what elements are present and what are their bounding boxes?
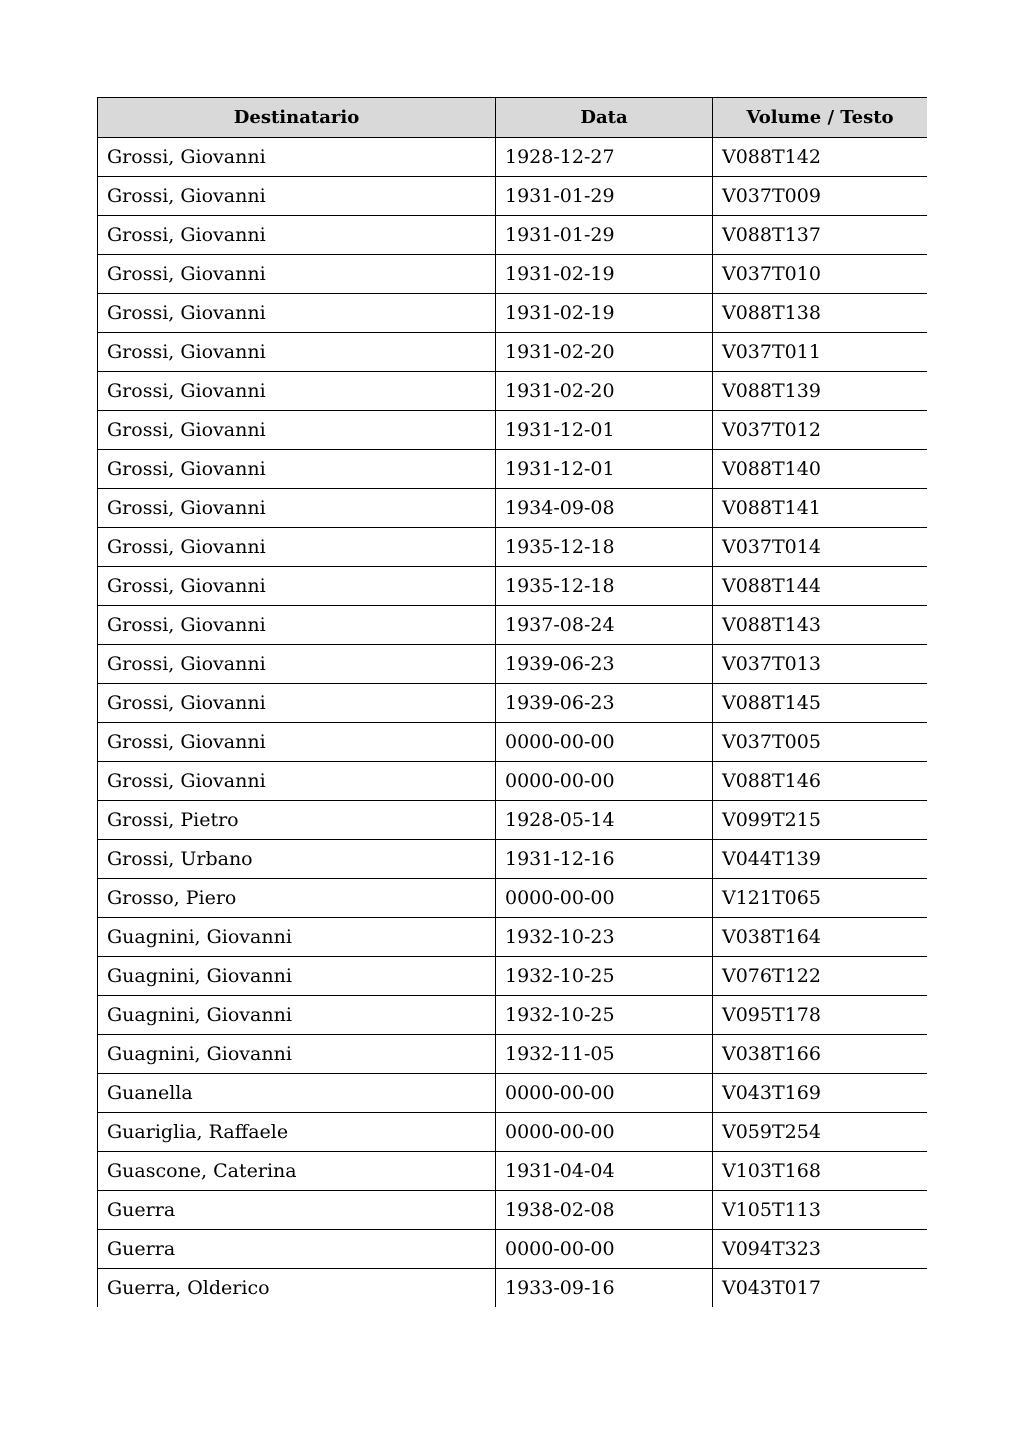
recipient-cell: Guanella bbox=[98, 1074, 496, 1113]
volume-text-cell: V088T144 bbox=[713, 567, 928, 606]
volume-text-cell: V088T145 bbox=[713, 684, 928, 723]
volume-text-cell: V037T005 bbox=[713, 723, 928, 762]
header-volume-testo: Volume / Testo bbox=[713, 98, 928, 138]
volume-text-cell: V059T254 bbox=[713, 1113, 928, 1152]
recipient-cell: Grossi, Giovanni bbox=[98, 372, 496, 411]
volume-text-cell: V105T113 bbox=[713, 1191, 928, 1230]
recipient-cell: Grossi, Giovanni bbox=[98, 684, 496, 723]
volume-text-cell: V037T009 bbox=[713, 177, 928, 216]
recipient-cell: Guerra bbox=[98, 1230, 496, 1269]
table-row bbox=[98, 528, 928, 567]
recipient-cell: Grossi, Giovanni bbox=[98, 333, 496, 372]
date-cell: 1935-12-18 bbox=[496, 567, 713, 606]
date-cell: 1931-12-01 bbox=[496, 450, 713, 489]
volume-text-cell: V088T137 bbox=[713, 216, 928, 255]
recipient-cell: Guagnini, Giovanni bbox=[98, 957, 496, 996]
date-cell: 1931-02-20 bbox=[496, 333, 713, 372]
recipient-cell: Grossi, Giovanni bbox=[98, 138, 496, 177]
date-cell: 1928-05-14 bbox=[496, 801, 713, 840]
date-cell: 1931-04-04 bbox=[496, 1152, 713, 1191]
table-row bbox=[98, 1191, 928, 1230]
volume-text-cell: V088T141 bbox=[713, 489, 928, 528]
volume-text-cell: V088T143 bbox=[713, 606, 928, 645]
recipient-cell: Grossi, Giovanni bbox=[98, 177, 496, 216]
date-cell: 0000-00-00 bbox=[496, 723, 713, 762]
table-row bbox=[98, 216, 928, 255]
volume-text-cell: V037T013 bbox=[713, 645, 928, 684]
volume-text-cell: V037T010 bbox=[713, 255, 928, 294]
header-data: Data bbox=[496, 98, 713, 138]
recipient-cell: Guagnini, Giovanni bbox=[98, 996, 496, 1035]
table-row bbox=[98, 294, 928, 333]
table-row bbox=[98, 606, 928, 645]
table-container bbox=[97, 97, 927, 1312]
recipient-cell: Grossi, Giovanni bbox=[98, 528, 496, 567]
table-row bbox=[98, 1074, 928, 1113]
recipient-cell: Guariglia, Raffaele bbox=[98, 1113, 496, 1152]
volume-text-cell: V038T166 bbox=[713, 1035, 928, 1074]
table-row bbox=[98, 177, 928, 216]
recipient-cell: Grossi, Giovanni bbox=[98, 216, 496, 255]
recipient-cell: Grossi, Giovanni bbox=[98, 489, 496, 528]
date-cell: 1939-06-23 bbox=[496, 684, 713, 723]
date-cell: 0000-00-00 bbox=[496, 1074, 713, 1113]
date-cell: 1935-12-18 bbox=[496, 528, 713, 567]
table-row bbox=[98, 1152, 928, 1191]
volume-text-cell: V103T168 bbox=[713, 1152, 928, 1191]
date-cell: 0000-00-00 bbox=[496, 879, 713, 918]
date-cell: 1933-09-16 bbox=[496, 1269, 713, 1308]
date-cell: 1937-08-24 bbox=[496, 606, 713, 645]
recipient-cell: Grossi, Giovanni bbox=[98, 606, 496, 645]
date-cell: 1931-02-19 bbox=[496, 294, 713, 333]
recipient-cell: Grossi, Giovanni bbox=[98, 255, 496, 294]
volume-text-cell: V037T011 bbox=[713, 333, 928, 372]
table-row bbox=[98, 450, 928, 489]
table-row bbox=[98, 333, 928, 372]
volume-text-cell: V043T169 bbox=[713, 1074, 928, 1113]
table-row bbox=[98, 1035, 928, 1074]
recipient-cell: Guerra bbox=[98, 1191, 496, 1230]
recipient-cell: Grossi, Giovanni bbox=[98, 450, 496, 489]
volume-text-cell: V043T017 bbox=[713, 1269, 928, 1308]
table-row bbox=[98, 684, 928, 723]
table-row bbox=[98, 255, 928, 294]
table-row bbox=[98, 1113, 928, 1152]
header-destinatario: Destinatario bbox=[98, 98, 496, 138]
recipient-cell: Guagnini, Giovanni bbox=[98, 1035, 496, 1074]
volume-text-cell: V088T142 bbox=[713, 138, 928, 177]
date-cell: 1932-11-05 bbox=[496, 1035, 713, 1074]
table-row bbox=[98, 801, 928, 840]
recipient-cell: Grossi, Pietro bbox=[98, 801, 496, 840]
date-cell: 1931-01-29 bbox=[496, 177, 713, 216]
table-row bbox=[98, 567, 928, 606]
table-row bbox=[98, 840, 928, 879]
volume-text-cell: V088T139 bbox=[713, 372, 928, 411]
table-row bbox=[98, 996, 928, 1035]
recipient-cell: Grossi, Giovanni bbox=[98, 294, 496, 333]
table-row bbox=[98, 879, 928, 918]
table-row bbox=[98, 723, 928, 762]
date-cell: 1931-02-19 bbox=[496, 255, 713, 294]
table-row bbox=[98, 762, 928, 801]
date-cell: 1931-01-29 bbox=[496, 216, 713, 255]
volume-text-cell: V076T122 bbox=[713, 957, 928, 996]
recipients-table bbox=[97, 97, 927, 1307]
volume-text-cell: V037T012 bbox=[713, 411, 928, 450]
date-cell: 1931-12-01 bbox=[496, 411, 713, 450]
recipient-cell: Grossi, Giovanni bbox=[98, 411, 496, 450]
date-cell: 1931-12-16 bbox=[496, 840, 713, 879]
date-cell: 1928-12-27 bbox=[496, 138, 713, 177]
volume-text-cell: V088T146 bbox=[713, 762, 928, 801]
table-row bbox=[98, 1269, 928, 1308]
date-cell: 1932-10-25 bbox=[496, 957, 713, 996]
recipient-cell: Grossi, Giovanni bbox=[98, 645, 496, 684]
volume-text-cell: V095T178 bbox=[713, 996, 928, 1035]
date-cell: 0000-00-00 bbox=[496, 1113, 713, 1152]
volume-text-cell: V088T140 bbox=[713, 450, 928, 489]
table-body bbox=[98, 138, 928, 1308]
volume-text-cell: V044T139 bbox=[713, 840, 928, 879]
recipient-cell: Grosso, Piero bbox=[98, 879, 496, 918]
date-cell: 0000-00-00 bbox=[496, 1230, 713, 1269]
volume-text-cell: V099T215 bbox=[713, 801, 928, 840]
table-row bbox=[98, 918, 928, 957]
date-cell: 1931-02-20 bbox=[496, 372, 713, 411]
table-row bbox=[98, 372, 928, 411]
table-header-row bbox=[98, 98, 928, 138]
recipient-cell: Guerra, Olderico bbox=[98, 1269, 496, 1308]
date-cell: 0000-00-00 bbox=[496, 762, 713, 801]
recipient-cell: Grossi, Urbano bbox=[98, 840, 496, 879]
volume-text-cell: V037T014 bbox=[713, 528, 928, 567]
table-row bbox=[98, 489, 928, 528]
date-cell: 1932-10-25 bbox=[496, 996, 713, 1035]
table-row bbox=[98, 138, 928, 177]
volume-text-cell: V088T138 bbox=[713, 294, 928, 333]
recipient-cell: Guascone, Caterina bbox=[98, 1152, 496, 1191]
table-row bbox=[98, 1230, 928, 1269]
recipient-cell: Guagnini, Giovanni bbox=[98, 918, 496, 957]
date-cell: 1932-10-23 bbox=[496, 918, 713, 957]
recipient-cell: Grossi, Giovanni bbox=[98, 723, 496, 762]
date-cell: 1939-06-23 bbox=[496, 645, 713, 684]
volume-text-cell: V121T065 bbox=[713, 879, 928, 918]
volume-text-cell: V094T323 bbox=[713, 1230, 928, 1269]
recipient-cell: Grossi, Giovanni bbox=[98, 762, 496, 801]
table-row bbox=[98, 957, 928, 996]
table-row bbox=[98, 645, 928, 684]
volume-text-cell: V038T164 bbox=[713, 918, 928, 957]
date-cell: 1934-09-08 bbox=[496, 489, 713, 528]
recipient-cell: Grossi, Giovanni bbox=[98, 567, 496, 606]
date-cell: 1938-02-08 bbox=[496, 1191, 713, 1230]
table-row bbox=[98, 411, 928, 450]
